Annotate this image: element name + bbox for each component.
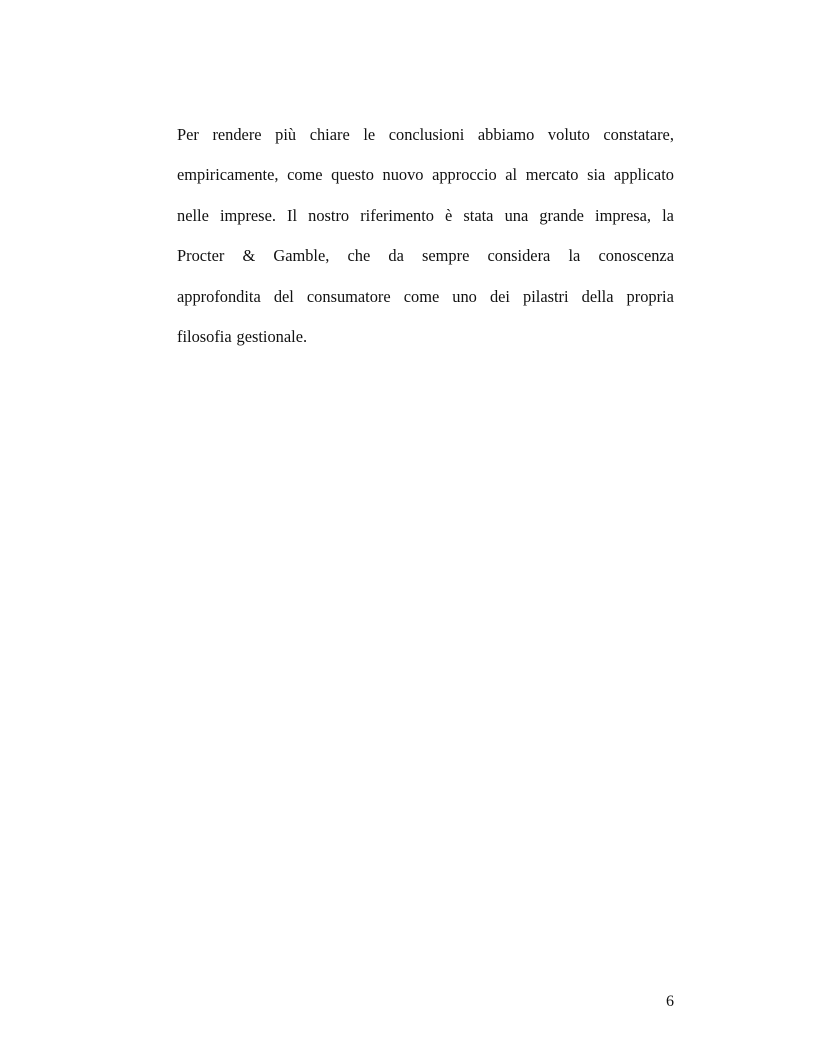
word: applicato	[613, 165, 674, 185]
word: che	[347, 246, 371, 266]
word: &	[242, 246, 256, 266]
word: dei	[489, 286, 510, 306]
word: Per	[177, 125, 199, 144]
word: Il	[287, 205, 298, 225]
word: gestionale.	[236, 326, 308, 346]
word: sempre	[422, 246, 470, 266]
word: le	[363, 125, 376, 144]
word: stata	[463, 205, 494, 225]
page-number: 6	[666, 993, 674, 1010]
word: la	[568, 246, 581, 266]
word: chiare	[309, 125, 350, 144]
word: consumatore	[306, 286, 391, 306]
word: riferimento	[360, 205, 434, 225]
paragraph-line-6	[177, 320, 674, 360]
word: come	[403, 286, 440, 306]
word: è	[445, 205, 453, 225]
word: conoscenza	[598, 246, 674, 266]
word: pilastri	[523, 286, 569, 306]
word: al	[505, 165, 518, 185]
word: conclusioni	[388, 125, 465, 144]
paragraph-line-5	[177, 280, 674, 320]
paragraph-line-1	[177, 118, 674, 158]
word: nostro	[308, 205, 350, 225]
word: nuovo	[382, 165, 424, 185]
word: più	[275, 125, 297, 144]
word: come	[287, 165, 323, 185]
word: della	[581, 286, 614, 306]
word: approccio	[432, 165, 497, 185]
word: Gamble,	[273, 246, 330, 266]
word: imprese.	[219, 205, 276, 225]
word: sia	[587, 165, 606, 185]
word: abbiamo	[477, 125, 535, 144]
paragraph-line-3	[177, 199, 674, 239]
word: considera	[487, 246, 551, 266]
word: rendere	[212, 125, 262, 144]
paragraph-line-2	[177, 158, 674, 198]
body-paragraph	[177, 118, 674, 360]
paragraph-line-4	[177, 239, 674, 279]
word: una	[504, 205, 529, 225]
word: grande	[539, 205, 584, 225]
word: mercato	[525, 165, 579, 185]
word: nelle	[177, 205, 209, 225]
word: empiricamente,	[177, 165, 279, 185]
word: da	[388, 246, 404, 266]
word: approfondita	[177, 286, 261, 306]
word: uno	[452, 286, 477, 306]
word: voluto	[547, 125, 590, 144]
word: questo	[331, 165, 374, 185]
word: impresa,	[595, 205, 652, 225]
word: Procter	[177, 246, 225, 266]
word: propria	[626, 286, 674, 306]
word: filosofia	[177, 326, 232, 346]
word: del	[273, 286, 294, 306]
word: la	[662, 205, 674, 225]
word: constatare,	[603, 125, 674, 144]
